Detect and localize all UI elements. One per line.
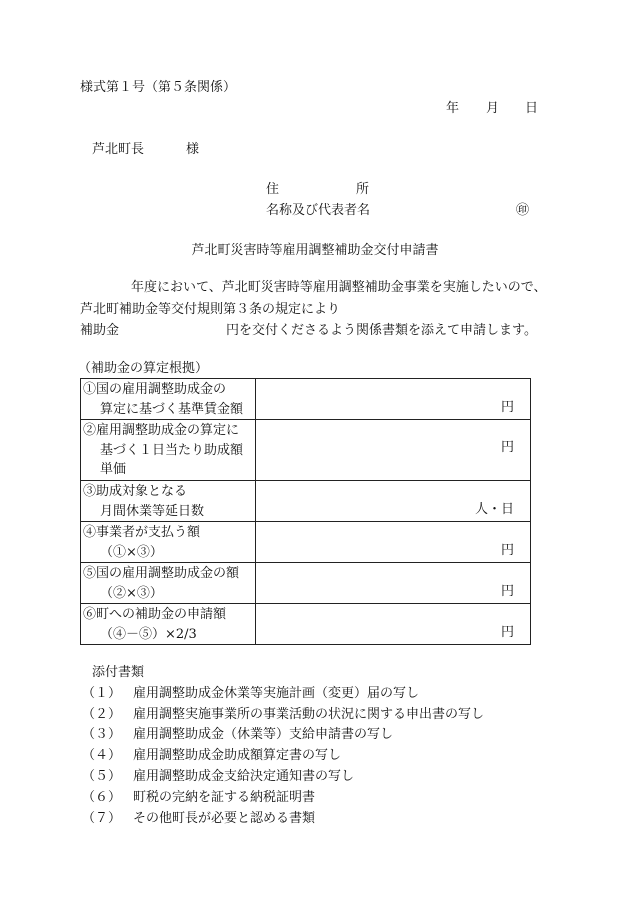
attachment-number: （４）	[82, 748, 122, 763]
honorific: 様	[186, 142, 200, 157]
attachment-item: 雇用調整助成金助成額算定書の写し	[133, 748, 342, 763]
amount-cell	[256, 522, 531, 563]
row-label	[81, 481, 256, 522]
unit-label: 円	[500, 543, 514, 558]
body-line-1: 年度において、芦北町災害時等雇用調整補助金事業を実施したいので、	[131, 280, 547, 295]
label-line: ③助成対象となる	[83, 484, 188, 499]
label-line: ①国の雇用調整助成金の	[83, 382, 227, 397]
label-line: （②×③）	[100, 585, 163, 601]
row-label	[81, 522, 256, 563]
date-year-label: 年	[446, 101, 460, 116]
label-line: 基づく１日当たり助成額	[100, 442, 244, 458]
table-caption: （補助金の算定根拠）	[78, 361, 209, 376]
label-line: ⑤国の雇用調整助成金の額	[83, 566, 240, 581]
label-line: ⑥町への補助金の申請額	[83, 607, 227, 622]
attachment-item: 雇用調整実施事業所の事業活動の状況に関する申出書の写し	[133, 707, 485, 722]
unit-label: 人・日	[474, 502, 514, 517]
date-month-label: 月	[486, 101, 500, 116]
attachment-number: （６）	[82, 790, 122, 805]
address-label-2: 所	[356, 182, 370, 197]
label-line: 単価	[100, 462, 127, 477]
addressee: 芦北町長	[92, 142, 145, 157]
unit-label: 円	[500, 625, 514, 640]
amount-cell	[256, 563, 531, 604]
body-line-3-label: 補助金	[80, 323, 120, 338]
form-number: 様式第１号（第５条関係）	[80, 80, 237, 95]
label-line: （①×③）	[100, 544, 163, 560]
label-line: 月間休業等延日数	[100, 503, 205, 519]
attachment-number: （１）	[82, 686, 122, 701]
amount-cell	[256, 420, 531, 481]
representative-label: 名称及び代表者名	[266, 203, 371, 218]
label-line: ④事業者が支払う額	[83, 525, 201, 540]
days-cell	[256, 481, 531, 522]
unit-label: 円	[500, 400, 514, 415]
attachment-item: 雇用調整助成金支給決定通知書の写し	[133, 769, 355, 784]
unit-label: 円	[500, 584, 514, 599]
body-line-2: 芦北町補助金等交付規則第３条の規定により	[80, 302, 341, 317]
unit-label: 円	[500, 440, 514, 455]
table-row	[81, 420, 531, 481]
date-day-label: 日	[525, 101, 539, 116]
table-row	[81, 379, 531, 420]
amount-cell	[256, 379, 531, 420]
attachment-number: （３）	[82, 727, 122, 742]
label-line: ②雇用調整助成金の算定に	[83, 423, 240, 438]
attachment-number: （５）	[82, 769, 122, 784]
attachment-item: 雇用調整助成金（休業等）支給申請書の写し	[133, 727, 394, 742]
attachment-item: 雇用調整助成金休業等実施計画（変更）届の写し	[133, 686, 420, 701]
row-label	[81, 563, 256, 604]
row-label	[81, 420, 256, 481]
table-row	[81, 563, 531, 604]
attachment-number: （７）	[82, 811, 122, 826]
body-line-3-text: 円を交付くださるよう関係書類を添えて申請します。	[226, 323, 537, 338]
attachment-item: その他町長が必要と認める書類	[133, 811, 316, 826]
attachment-number: （２）	[82, 707, 122, 722]
row-label	[81, 379, 256, 420]
table-row	[81, 481, 531, 522]
attachment-item: 町税の完納を証する納税証明書	[133, 790, 316, 805]
calculation-table	[80, 378, 531, 645]
document-title: 芦北町災害時等雇用調整補助金交付申請書	[191, 243, 439, 258]
seal-mark: ㊞	[516, 203, 530, 218]
table-row	[81, 604, 531, 645]
label-line: （④－⑤）×2/3	[100, 626, 197, 642]
row-label	[81, 604, 256, 645]
label-line: 算定に基づく基準賃金額	[100, 401, 244, 417]
table-row	[81, 522, 531, 563]
amount-cell	[256, 604, 531, 645]
address-label-1: 住	[266, 182, 280, 197]
attachments-heading: 添付書類	[92, 665, 145, 680]
